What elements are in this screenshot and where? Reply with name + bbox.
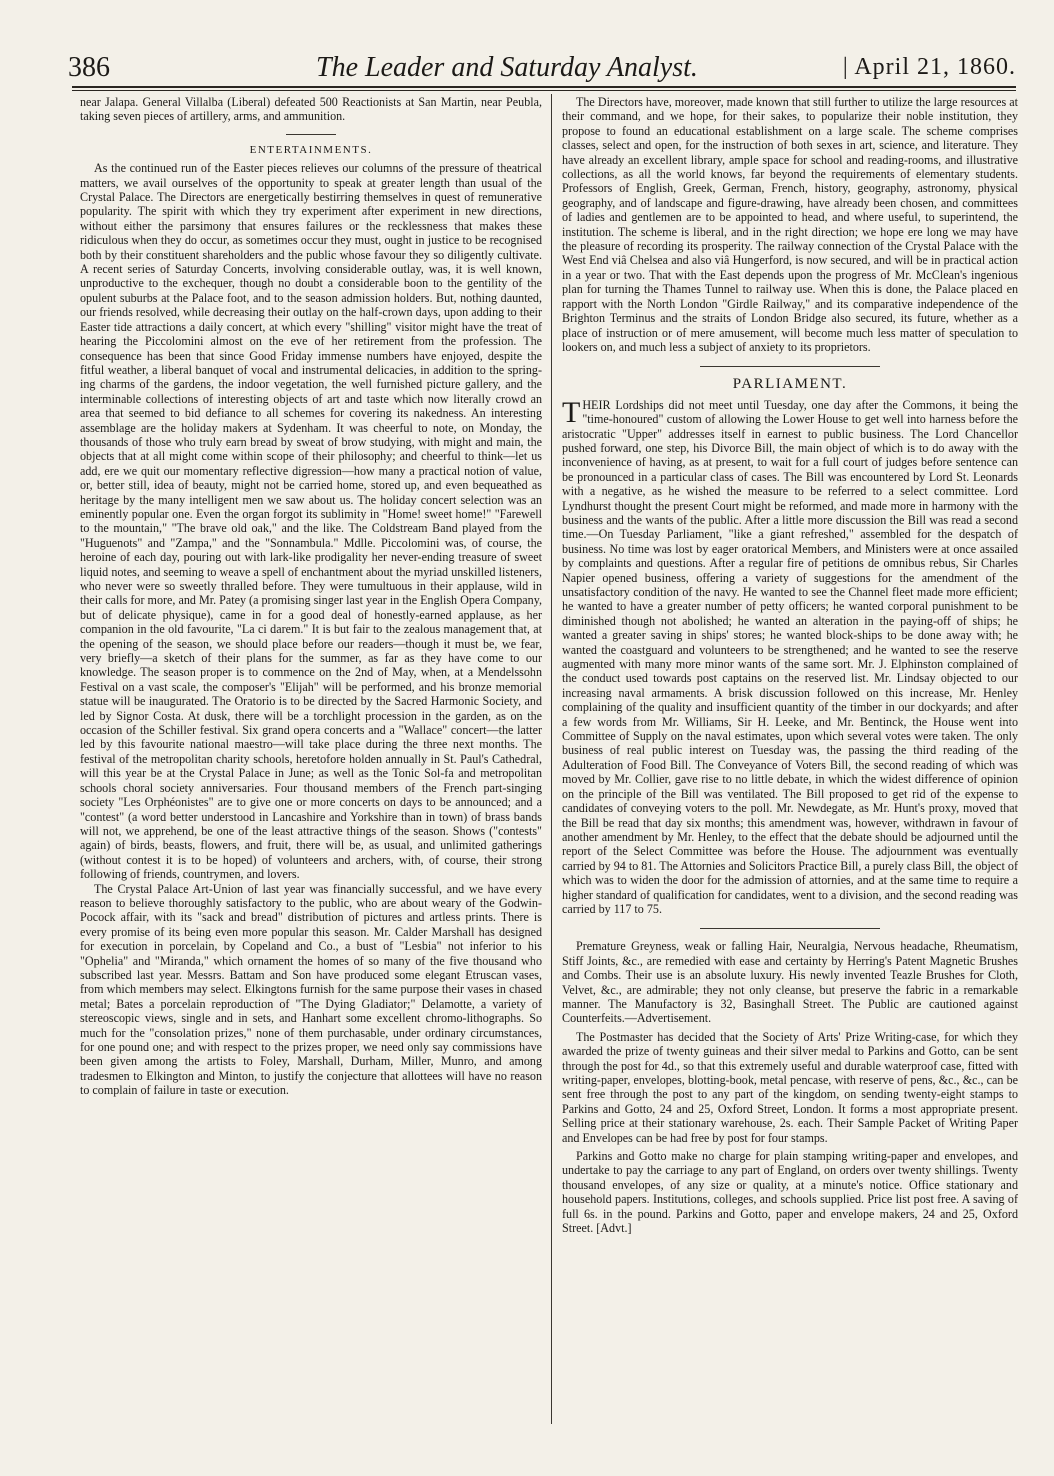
parliament-paragraph <box>562 395 1018 917</box>
header-rule-thin <box>72 90 1016 91</box>
header-rule-thick <box>72 86 1016 88</box>
left-column <box>80 95 542 1098</box>
entertainments-paragraph-2: The Crystal Palace Art-Union of last year was financially successful, and we have every reason to believe thoroughly satisfactory to the public, who are about weary of the Godwin-Pocock affair, with its "sack and bread" distribution of pictures and artless prints. There is every promise of its being even more popular this season. Mr. Calder Marshall has designed for execution in porcelain, by Copeland and Co., a bust of "Lesbia" not inferior to his "Ophelia" and "Miranda," which ornament the homes of so many of the five thousand who subscribed last year. Messrs. Battam and Son have produced some elegant Etruscan vases, from which members may select. Elkingtons furnish for the same purpose their vases in chased metal; Bates a porcelain reproduction of "The Dying Gladiator;" Delamotte, a variety of stereoscopic views, single and in sets, and Hanhart some excellent chromo-lithographs. So much for the "consolation prizes," none of them purchasable, under ordinary circumstances, for one pound one; and with respect to the prizes proper, we need only say commissions have been given among the artists to Foley, Marshall, Durham, Miller, Munro, and among tradesmen to Elkington and Minton, to justify the conjecture that allottees will have no reason to complain of failure in taste or execution. <box>80 881 542 1098</box>
advertisement-paragraph: The Postmaster has decided that the Society of Arts' Prize Writing-case, for which they awarded the prize of twenty guineas and their silver medal to Parkins and Gotto, can be sent through the post for 4d., so that this extremely useful and durable waterproof case, fitted with writing-paper, envelopes, blotting-book, metal pencase, with reserve of pens, &c., &c., can be sent free through the post to any part of the kingdom, on sending twenty-eight stamps to Parkins and Gotto, 24 and 25, Oxford Street, London. It forms a most appropriate present. Selling price at their stationary warehouse, 2s. each. Their Sample Packet of Writing Paper and Envelopes can be had free by post for four stamps. <box>562 1029 1018 1145</box>
drop-cap: T <box>562 395 581 429</box>
entertainments-paragraph-1: As the continued run of the Easter pieces relieves our columns of the pressure of theatrical matters, we avail ourselves of the opportunity to speak at greater length than usual of the Crystal Palace. The Directors are energetically bestirring themselves in quest of remunerative popularity. The spirit with which they try experiment after experiment in new directions, without either the parsimony that ensures failures or the recklessness that makes these ridiculous when they do occur, as sometimes occur they must, ought in justice to be recognised both by their constituent shareholders and the public whose favour they so diligently cultivate. A recent series of Saturday Concerts, involving considerable outlay, was, it is well known, unproductive to the exchequer, though no doubt a considerable boon to the gentility of the opulent suburbs at the Palace foot, and to the season admission holders. But, nothing daunted, our friends resolved, while decreasing their outlay on the half-crown days, upon adding to their Easter tide attractions a daily concert, at which every "shilling" visitor might have the treat of hearing the Piccolomini almost on the eve of her retirement from the profession. The consequence has been that since Good Friday immense numbers have enjoyed, despite the fitful weather, a liberal banquet of vocal and instrumental delicacies, in addition to the spring-ing charms of the gardens, the indoor vegetation, the well furnished picture gallery, and the interminable collections of interesting objects of art and taste which now literally crowd an area that seemed to bid defiance to all schemes for covering its nakedness. An interesting assemblage are the holiday makers at Sydenham. It was cheerful to note, on Monday, the thousands of those who truly earn bread by sweat of brow studying, with might and main, the objects that at all might come within scope of their philosophy; and cheerful to think—let us add, ere we quit our momentary reflective digression—how many a practical notion of value, or, better still, idea of beauty, might not be carried home, stored up, and even bequeathed as heritage by the many intelligent men we saw about us. The holiday concert selection was an eminently popular one. Even the organ forgot its sublimity in "Home! sweet home!" "Farewell to the mountain," "The brave old oak," and the like. The Coldstream Band played from the "Huguenots" and "Zampa," and the "Sonnambula." Mdlle. Piccolomini was, of course, the heroine of each day, pouring out with lark-like prodigality her never-ending treasure of sweet liquid notes, and seeming to weave a spell of enchantment about the myriad unskilled listeners, who never were so sweetly thralled before. They were tumultuous in their applause, wild in their calls for more, and Mr. Patey (a promising singer last year in the English Opera Company, but of delicate physique), came in for a good deal of honestly-earned applause, as her companion in the old favourite, "La ci darem." It is but fair to the zealous management that, at the opening of the season, we should place before our readers—though it must be, we fear, very briefly—a sketch of their plans for the summer, as far as they have come to our knowledge. The season proper is to commence on the 2nd of May, when, at a Mendelssohn Festival on a vast scale, the composer's "Elijah" will be performed, and his bronze memorial statue will be inaugurated. The Oratorio is to be directed by the Sacred Harmonic Society, and led by Signor Costa. At dusk, there will be a torchlight procession in the garden, as on the occasion of the Schiller festival. Six grand opera concerts and a "Wallace" concert—the latter led by this favourite national maestro—will take place during the three next months. The festival of the metropolitan charity schools, heretofore holden annually in St. Paul's Cathedral, will this year be at the Crystal Palace in June; as well as the Tonic Sol-fa and metropolitan schools choral society anniversaries. Four thousand members of the French part-singing society "Les Orphéonistes" are to give one or more concerts on days to be announced; and a "contest" (a word better understood in Lancashire and Yorkshire than in town) of brass bands will not, we apprehend, be one of the least attractive things of the season. Shows ("contests" again) of birds, beasts, flowers, and fruit, there will be, as usual, and unlimited gatherings (without contest it is to be hoped) of volunteers and archers, with, of course, their strong following of friends, countrymen, and lovers. <box>80 161 542 882</box>
entertainments-heading: ENTERTAINMENTS. <box>249 143 373 156</box>
parliament-heading: PARLIAMENT. <box>732 376 848 393</box>
page-header <box>66 50 1016 90</box>
directors-paragraph: The Directors have, moreover, made known that still further to utilize the large resources at their command, and we hope, for their sakes, to popularize their noble institution, they propose to found an educational establishment on a large scale. The scheme comprises classes, select and open, for the instruction of both sexes in art, science, and literature. They have already an excellent library, ample space for school and reading-rooms, and illustrative collections, as all the world knows, far beyond the requirements of elementary students. Professors of English, Greek, German, French, history, geography, astronomy, physical geography, and of landscape and figure-drawing, have already been chosen, and committees of ladies and gentlemen are to be appointed to head, and where useful, to superintend, the institution. The scheme is liberal, and in the right direction; we hope ere long we may have the pleasure of recording its prosperity. The railway connection of the Crystal Palace with the West End viâ Chelsea and also viâ Hungerford, is now secured, and will be in practical action in a year or two. That with the East depends upon the progress of Mr. McClean's ingenious plan for turning the Thames Tunnel to railway use. When this is done, the Palace placed en rapport with the North London "Girdle Railway," and its comparative independence of the Brighton Terminus and the straits of London Bridge also secured, its future, whether as a place of instruction or of mere amusement, will become much less matter of speculation to lookers on, and much less a subject of anxiety to its proprietors. <box>562 95 1018 354</box>
section-rule <box>700 928 880 929</box>
parliament-text: HEIR Lordships did not meet until Tuesday, one day after the Commons, it being the "time-honoured" custom of allowing the Lower House to get well into harness before the aristocratic "Upper" addresses itself in earnest to public business. The Lord Chancellor pushed forward, one step, his Divorce Bill, the main object of which is to do away with the inconvenience of having, as at present, to wait for a full court of judges before sentence can be pronounced in a particular class of cases. The Bill was encountered by Lord St. Leonards with a negative, as he wished the measure to be referred to a select committee. Lord Lyndhurst thought the present Court might be reformed, and made more in harmony with the business and the wants of the public. After a little more discussion the Bill was read a second time.—On Tuesday Parliament, "like a giant refreshed," assembled for the despatch of business. No time was lost by eager oratorical Members, and Ministers were at once assailed by complaints and questions. After a regular fire of petitions de omnibus rebus, Sir Charles Napier opened business, offering a variety of suggestions for the amendment of the unsatisfactory condition of the navy. He wanted to see the Channel fleet made more efficient; he wanted to have a greater number of petty officers; he wanted corporal punishment to be diminished though not abolished; he wanted an alteration in the paying-off of ships; he wanted a greater saving in ships' stores; he wanted block-ships to be done away with; he wanted the coastguard and volunteers to be strengthened; and he wanted to see the reserve augmented with many more minor wants of the same sort. Mr. J. Elphinston complained of the conduct used towards post captains on the reserved list. Mr. Lindsay objected to our increasing naval armaments. A brisk discussion followed on this increase, Mr. Henley complaining of the quality and insufficient quantity of the timber in our dockyards; and after a few words from Mr. Williams, Sir H. Leeke, and Mr. Bentinck, the House went into Committee of Supply on the naval estimates, upon which several votes were taken. The only business of real public interest on Tuesday was, the passing the third reading of the Adulteration of Food Bill. The Conveyance of Voters Bill, the second reading of which was moved by Mr. Collier, gave rise to no little debate, in which the widest difference of opinion on the principle of the Bill was ventilated. The Bill proposed to get rid of the expense to candidates of conveying voters to the poll. Mr. Newdegate, as Mr. Hunt's proxy, moved that the Bill be read that day six months; this amendment was, however, withdrawn in favour of another amendment by Mr. Henley, to the effect that the debate should be adjourned until the report of the Select Committee was before the House. The adjournment was eventually carried by 94 to 81. The Attornies and Solicitors Practice Bill, a purely class Bill, the object of which was to widen the door for the admission of attornies, and at the same time to require a higher standard of qualification for candidates, went to a division, and the second reading was carried by 117 to 75. <box>562 397 1018 916</box>
right-column <box>562 95 1018 1239</box>
issue-date: | April 21, 1860. <box>842 54 1016 80</box>
column-separator <box>551 94 552 1424</box>
advertisement-paragraph: Parkins and Gotto make no charge for plain stamping writing-paper and envelopes, and undertake to pay the carriage to any part of England, on orders over twenty shillings. Twenty thousand envelopes, of any size or quality, at a minute's notice. Office stationary and household papers. Institutions, colleges, and schools supplied. Price list post free. A saving of full 6s. in the pound. Parkins and Gotto, paper and envelope makers, 24 and 25, Oxford Street. [Advt.] <box>562 1149 1018 1236</box>
section-rule <box>286 134 336 135</box>
advertisements <box>562 939 1018 1235</box>
page-number: 386 <box>68 52 110 83</box>
publication-title: The Leader and Saturday Analyst. <box>316 52 698 83</box>
section-rule <box>700 366 880 367</box>
advertisement-paragraph: Premature Greyness, weak or falling Hair, Neuralgia, Nervous headache, Rheumatism, Stiff Joints, &c., are remedied with ease and certainty by Herring's Patent Magnetic Brushes and Combs. Their use is an absolute luxury. His newly invented Teazle Brushes for Cloth, Velvet, &c., are admirable; they not only cleanse, but preserve the fabric in a remarkable manner. The Manufactory is 32, Basinghall Street. The Public are cautioned against Counterfeits.—Advertisement. <box>562 939 1018 1026</box>
intro-paragraph: near Jalapa. General Villalba (Liberal) defeated 500 Reactionists at San Martin, near Peubla, taking seven pieces of artillery, arms, and ammunition. <box>80 95 542 124</box>
